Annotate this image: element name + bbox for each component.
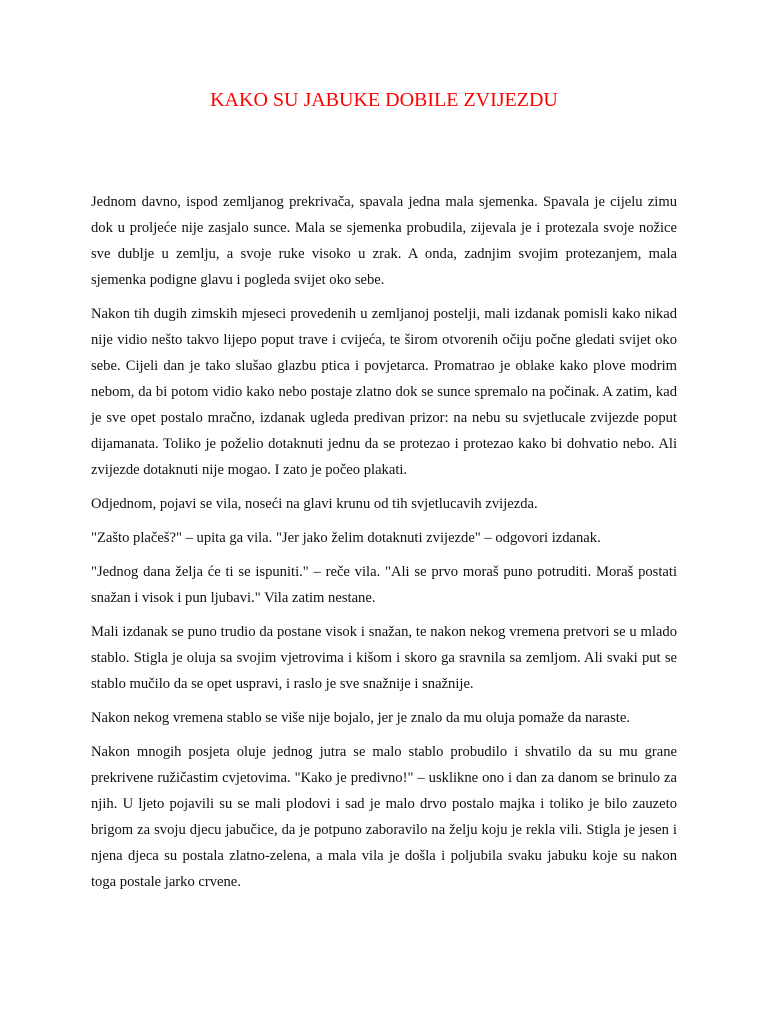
document-body — [91, 189, 677, 903]
paragraph-3: Odjednom, pojavi se vila, noseći na glavi krunu od tih svjetlucavih zvijezda. — [91, 496, 538, 512]
paragraph-6: Mali izdanak se puno trudio da postane visok i snažan, te nakon nekog vremena pretvori se u mlado stablo. Stigla je oluja sa svojim vjetrovima i kišom i skoro ga sravnila sa zemljom. Ali svaki put se stablo mučilo da se opet uspravi, i raslo je sve snažnije i snažnije. — [91, 624, 677, 692]
paragraph-1: Jednom davno, ispod zemljanog prekrivača, spavala jedna mala sjemenka. Spavala je cijelu zimu dok u proljeće nije zasjalo sunce. Mala se sjemenka probudila, zijevala je i protezala svoje nožice sve dublje u zemlju, a svoje ruke visoko u zrak. A onda, zadnjim svojim protezanjem, mala sjemenka podigne glavu i pogleda svijet oko sebe. — [91, 194, 677, 288]
paragraph-2: Nakon tih dugih zimskih mjeseci provedenih u zemljanoj postelji, mali izdanak pomisli kako nikad nije vidio nešto takvo lijepo poput trave i cvijeća, te širom otvorenih očiju počne gledati svijet oko sebe. Cijeli dan je tako slušao glazbu ptica i povjetarca. Promatrao je oblake kako plove modrim nebom, da bi potom vidio kako nebo postaje zlatno dok se sunce spremalo na počinak. A zatim, kad je sve opet postalo mračno, izdanak ugleda predivan prizor: na nebu su svjetlucale zvijezde poput dijamanata. Toliko je poželio dotaknuti jednu da se protezao i protezao kako bi dohvatio nebo. Ali zvijezde dotaknuti nije mogao. I zato je počeo plakati. — [91, 306, 677, 478]
paragraph-4: "Zašto plačeš?" – upita ga vila. "Jer jako želim dotaknuti zvijezde" – odgovori izdanak. — [91, 530, 601, 546]
paragraph-5: "Jednog dana želja će ti se ispuniti." – reče vila. "Ali se prvo moraš puno potruditi. Moraš postati snažan i visok i pun ljubavi." Vila zatim nestane. — [91, 564, 677, 606]
document-title: KAKO SU JABUKE DOBILE ZVIJEZDU — [210, 89, 558, 111]
paragraph-8: Nakon mnogih posjeta oluje jednog jutra se malo stablo probudilo i shvatilo da su mu grane prekrivene ružičastim cvjetovima. "Kako je predivno!" – usklikne ono i dan za danom se brinulo za njih. U ljeto pojavili su se mali plodovi i sad je malo drvo postalo majka i toliko je bilo zauzeto brigom za svoju djecu jabučice, da je potpuno zaboravilo na želju koju je rekla vili. Stigla je jesen i njena djeca su postala zlatno-zelena, a mala vila je došla i poljubila svaku jabuku koje su nakon toga postale jarko crvene. — [91, 744, 677, 890]
paragraph-7: Nakon nekog vremena stablo se više nije bojalo, jer je znalo da mu oluja pomaže da naraste. — [91, 710, 630, 726]
